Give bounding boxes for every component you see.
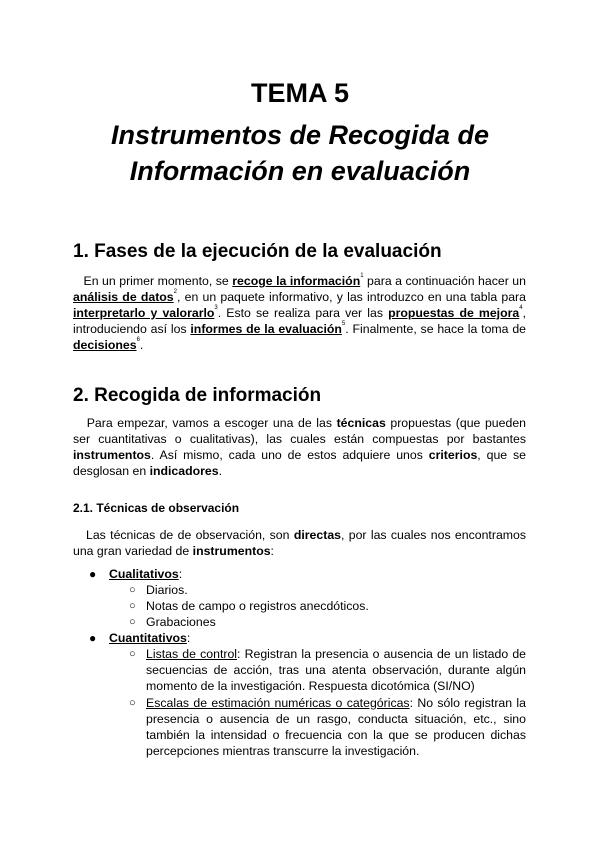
circle-bullet-icon: ○ xyxy=(129,697,136,709)
bullet-icon: ● xyxy=(89,567,97,581)
section21-heading: 2.1. Técnicas de observación xyxy=(73,501,240,515)
bullet-icon: ● xyxy=(89,631,97,645)
section1-paragraph: En un primer momento, se recoge la información$^1$ para a continuación hacer un análisis de datos$^2$, en un paquete informativo, y las introduzco en una tabla para interpretarlo y valorarlo$^3$. Esto se realiza para ver las propuestas de mejora$^4$, introduciendo así los informes de la evaluación$^5$. Finalmente, se hace la toma de decisiones$^6$. xyxy=(73,273,527,352)
doc-title-line3: Información en evaluación xyxy=(129,156,471,186)
circle-bullet-icon: ○ xyxy=(129,600,136,612)
section1-heading: 1. Fases de la ejecución de la evaluación xyxy=(73,241,442,262)
circle-bullet-icon: ○ xyxy=(129,648,136,660)
doc-title-line1: TEMA 5 xyxy=(250,78,349,108)
listas-control-label: Listas de control xyxy=(146,647,238,661)
cualitativos-label: Cualitativos xyxy=(109,567,179,581)
section2-heading: 2. Recogida de información xyxy=(73,385,322,406)
circle-bullet-icon: ○ xyxy=(129,584,136,596)
document-page: TEMA 5 Instrumentos de Recogida de Información en evaluación 1. Fases de la ejecución de la evaluación En un primer momento, se recoge la información$^1$ para a continuación hacer un análisis de datos$^2$, en un paquete informativo, y las introduzco en una tabla para interpretarlo y valorarlo$^3$. Esto se realiza para ver las propuestas de mejora$^4$, introduciendo así los informes de la evaluación$^5$. Finalmente, se hace la toma de decisiones$^6$. 2. Recogida de información Para empezar, vamos a escoger una de las técnicas propuestas (que pueden ser cuantitativas o cualitativas), las cuales están compuestas por bastantes instrumentos. Así mismo, cada uno de estos adquiere unos criterios, que se desglosan en indicadores. 2.1. Técnicas de observación Las técnicas de de observación, son directas, por las cuales nos encontramos una gran variedad de instrumentos: ● Cualitativos: ○ Diarios. ○ Notas de campo o registros anecdóticos. ○ Grabaciones ● Cuantitativos: ○ Listas de control: Registran la presencia o ausencia de un listado de secuencias de acción, tras una atenta observación, durante algún momento de la investigación. Respuesta dicotómica (SI/NO) ○ Escalas de estimación numéricas o categóricas: No sólo registran la presencia o ausencia de un rasgo, conducta situación, etc., sino también la intensidad o frecuencia con la que se producen dichas percepciones mientras transcurre la investigación. xyxy=(0,0,600,848)
circle-bullet-icon: ○ xyxy=(129,616,136,628)
section21-paragraph: Las técnicas de de observación, son directas, por las cuales nos encontramos una gran variedad de instrumentos: xyxy=(73,528,527,558)
cuantitativos-label: Cuantitativos xyxy=(109,631,187,645)
escalas-label: Escalas de estimación numéricas o categóricas xyxy=(146,696,410,710)
section2-paragraph: Para empezar, vamos a escoger una de las técnicas propuestas (que pueden ser cuantitativas o cualitativas), las cuales están compuestas por bastantes instrumentos. Así mismo, cada uno de estos adquiere unos criterios, que se desglosan en indicadores. xyxy=(73,416,526,478)
doc-title-line2: Instrumentos de Recogida de xyxy=(110,120,490,150)
